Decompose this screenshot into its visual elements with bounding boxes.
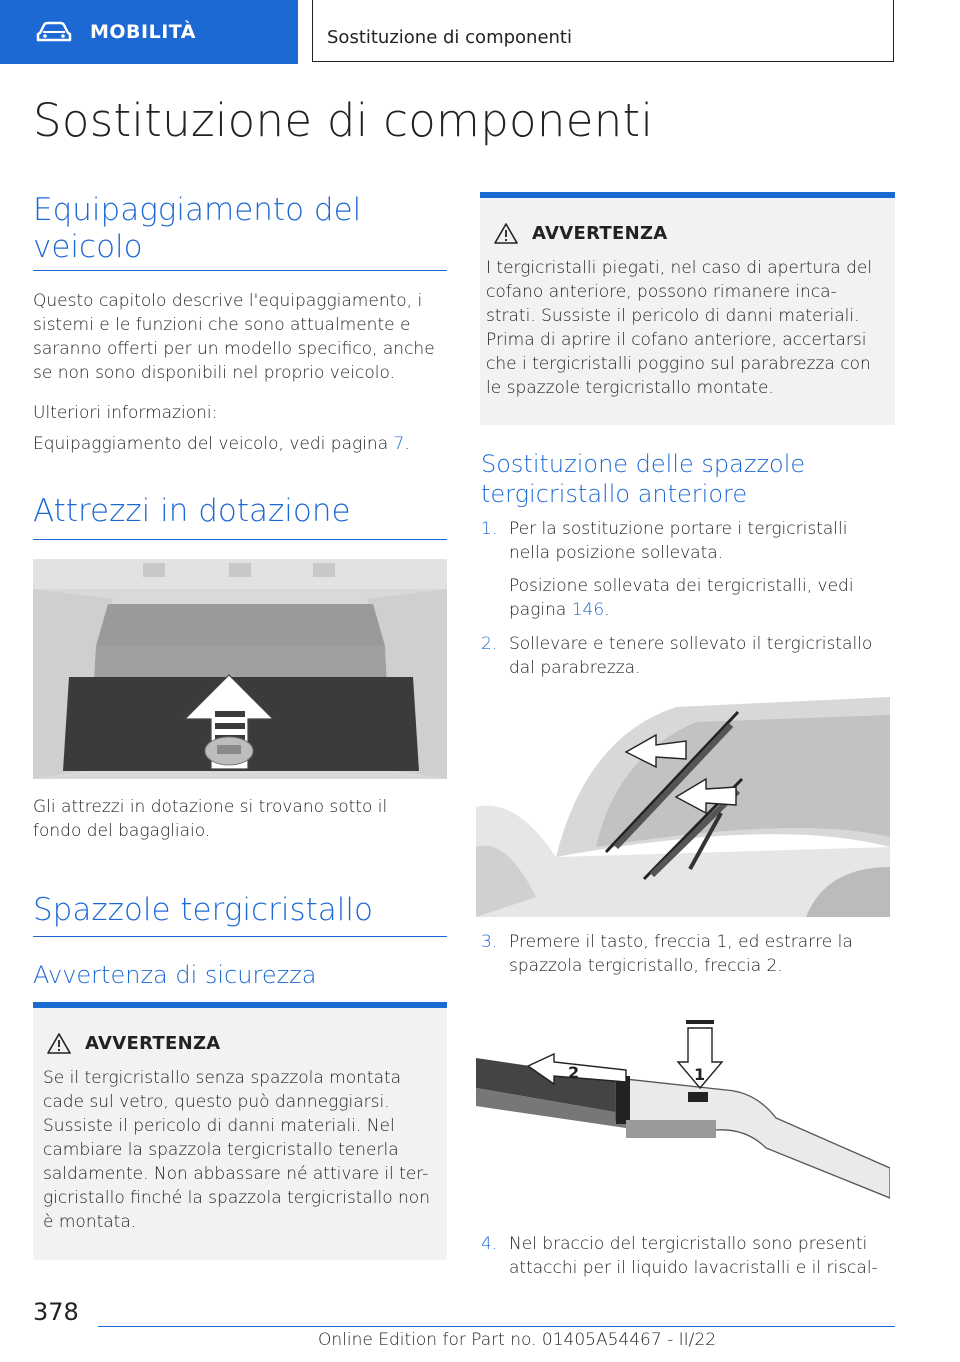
warning-icon bbox=[494, 222, 518, 244]
section-label: MOBILITÀ bbox=[90, 21, 196, 43]
page-link-146[interactable]: 146 bbox=[571, 600, 605, 620]
tools-heading: Attrezzi in dotazione bbox=[33, 493, 351, 529]
safety-heading: Avvertenza di sicurezza bbox=[33, 961, 317, 989]
equipment-paragraph: Questo capitolo descrive l'equipaggiamento, i sistemi e le funzioni che sono attualmente e saranno offerti per un modello specifico, anche se non sono disponibili nel proprio veicolo. bbox=[33, 291, 435, 383]
reference-text: Posizione sollevata dei tergicristalli, vedi pagina bbox=[509, 576, 854, 620]
step-number: 4. bbox=[481, 1234, 498, 1254]
trunk-tools-illustration bbox=[33, 559, 447, 779]
warning-box bbox=[33, 1002, 447, 1260]
edition-label: Online Edition for Part no. 01405A54467 - II/22 bbox=[318, 1330, 717, 1350]
warning-text: Se il tergicristallo senza spazzola montata cade sul vetro, questo può danneggiarsi. Sussiste il pericolo di danni materiali. Nel cambiare la spazzola tergicristallo tenerla saldamente. Non abbassare né attivare il ter- gicristallo finché la spazzola tergicristallo non è montata. bbox=[43, 1068, 430, 1232]
reference-end: . bbox=[404, 434, 410, 454]
equipment-heading: Equipaggiamento del veicolo bbox=[33, 192, 362, 265]
replace-heading: Sostituzione delle spazzole tergicristallo anteriore bbox=[481, 450, 806, 508]
arrow-label-1: 1 bbox=[694, 1065, 706, 1084]
footer-divider bbox=[98, 1326, 895, 1327]
step-text: Sollevare e tenere sollevato il tergicristallo dal parabrezza. bbox=[509, 634, 873, 678]
car-icon bbox=[36, 21, 72, 43]
step-number: 1. bbox=[481, 519, 498, 539]
section-tab[interactable] bbox=[0, 0, 298, 64]
list-item bbox=[481, 1232, 891, 1280]
list-item bbox=[481, 632, 891, 680]
wipers-heading: Spazzole tergicristallo bbox=[33, 892, 373, 928]
step-number: 2. bbox=[481, 634, 498, 654]
windshield-wipers-illustration bbox=[476, 697, 890, 917]
divider bbox=[33, 936, 447, 937]
arrow-label-2: 2 bbox=[568, 1063, 580, 1082]
reference-text: Equipaggiamento del veicolo, vedi pagina bbox=[33, 434, 394, 454]
warning-title: AVVERTENZA bbox=[532, 222, 668, 244]
more-info-label: Ulteriori informazioni: bbox=[33, 403, 218, 423]
warning-box bbox=[480, 192, 895, 425]
divider bbox=[33, 270, 447, 271]
step-number: 3. bbox=[481, 932, 498, 952]
wiper-release-illustration bbox=[476, 1018, 890, 1218]
page-title: Sostituzione di componenti bbox=[33, 94, 654, 147]
divider bbox=[33, 539, 447, 540]
step-reference bbox=[509, 574, 889, 622]
list-item bbox=[481, 930, 891, 978]
warning-text: I tergicristalli piegati, nel caso di apertura del cofano anteriore, possono rimanere inca- strati. Sussiste il pericolo di danni materiali. Prima di aprire il cofano anteriore, accertarsi che i tergicristalli poggino sul parabrezza con le spazzole tergicristallo montate. bbox=[486, 258, 873, 398]
page-link-7[interactable]: 7 bbox=[393, 434, 405, 454]
warning-title: AVVERTENZA bbox=[85, 1032, 221, 1054]
warning-icon bbox=[47, 1032, 71, 1054]
step-text: Premere il tasto, freccia 1, ed estrarre la spazzola tergicristallo, freccia 2. bbox=[509, 932, 853, 976]
breadcrumb bbox=[312, 0, 894, 62]
step-text: Nel braccio del tergicristallo sono presenti attacchi per il liquido lavacristalli e il riscal- bbox=[509, 1234, 878, 1278]
page-number: 378 bbox=[33, 1298, 79, 1326]
breadcrumb-label: Sostituzione di componenti bbox=[327, 27, 572, 48]
equipment-reference bbox=[33, 432, 449, 456]
list-item bbox=[481, 517, 891, 565]
reference-end: . bbox=[604, 600, 610, 620]
step-text: Per la sostituzione portare i tergicristalli nella posizione sollevata. bbox=[509, 519, 848, 563]
tools-caption: Gli attrezzi in dotazione si trovano sotto il fondo del bagagliaio. bbox=[33, 797, 388, 841]
